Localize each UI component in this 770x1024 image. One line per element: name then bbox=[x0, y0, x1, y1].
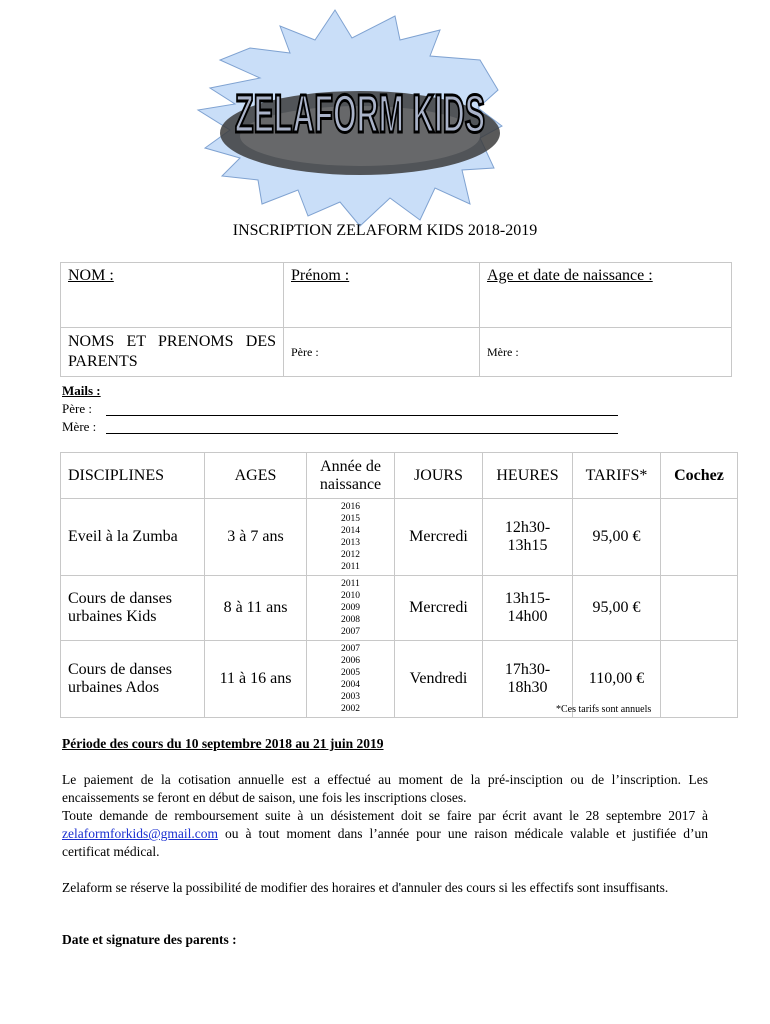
table-row bbox=[61, 499, 738, 576]
payment-text: Le paiement de la cotisation annuelle est a effectué au moment de la pré-insciption ou de l’inscription. Les encaissements se feront en début de saison, une fois les inscriptions closes. bbox=[62, 772, 708, 805]
years-cell: 2011 2010 2009 2008 2007 bbox=[307, 576, 395, 641]
header-tarifs: TARIFS* bbox=[573, 453, 661, 499]
refund-text: Toute demande de remboursement suite à un désistement doit se faire par écrit avant le 28 septembre 2017 à zelaformforkids@gmail.com ou à tout moment dans l’année pour une raison médicale valable et justifiée d’un certificat médical. bbox=[62, 808, 709, 859]
header-annee: Année de naissance bbox=[307, 453, 395, 499]
ages-cell: 8 à 11 ans bbox=[205, 576, 307, 641]
header-jours: JOURS bbox=[395, 453, 483, 499]
heure-cell: 12h30-13h15 bbox=[483, 499, 573, 576]
tarif-cell: 95,00 € bbox=[573, 576, 661, 641]
email-link[interactable]: zelaformforkids@gmail.com bbox=[62, 826, 219, 841]
mail-mere-line[interactable] bbox=[106, 433, 618, 434]
parents-label: NOMS ET PRENOMS DES PARENTS bbox=[61, 328, 284, 377]
ages-cell: 3 à 7 ans bbox=[205, 499, 307, 576]
mails-section bbox=[62, 382, 101, 436]
prenom-label: Prénom : bbox=[291, 267, 350, 284]
jour-cell: Mercredi bbox=[395, 576, 483, 641]
tarif-cell: 110,00 € bbox=[573, 641, 661, 718]
nom-label: NOM : bbox=[68, 267, 114, 284]
cochez-checkbox[interactable] bbox=[661, 576, 738, 641]
logo-text: ZELAFORM KIDS bbox=[235, 84, 485, 144]
years-cell: 2007 2006 2005 2004 2003 2002 bbox=[307, 641, 395, 718]
age-cell[interactable] bbox=[480, 263, 732, 328]
header-disciplines: DISCIPLINES bbox=[61, 453, 205, 499]
jour-cell: Vendredi bbox=[395, 641, 483, 718]
mail-pere-line[interactable] bbox=[106, 415, 618, 416]
header-heures: HEURES bbox=[483, 453, 573, 499]
signature-label: Date et signature des parents : bbox=[62, 932, 237, 947]
tarif-cell: 95,00 € bbox=[573, 499, 661, 576]
pere-cell[interactable]: Père : bbox=[284, 328, 480, 377]
header-ages: AGES bbox=[205, 453, 307, 499]
disciplines-table bbox=[60, 452, 738, 718]
disclaimer-paragraph: Zelaform se réserve la possibilité de modifier des horaires et d'annuler des cours si les effectifs sont insuffisants. bbox=[62, 880, 669, 895]
tarifs-note: *Ces tarifs sont annuels bbox=[556, 704, 652, 715]
zelaform-kids-logo bbox=[180, 8, 540, 228]
header-cochez: Cochez bbox=[661, 453, 738, 499]
ages-cell: 11 à 16 ans bbox=[205, 641, 307, 718]
mere-cell[interactable]: Mère : bbox=[480, 328, 732, 377]
age-label: Age et date de naissance : bbox=[487, 267, 653, 284]
discipline-cell: Cours de danses urbaines Kids bbox=[61, 576, 205, 641]
discipline-cell: Eveil à la Zumba bbox=[61, 499, 205, 576]
heure-cell: 13h15-14h00 bbox=[483, 576, 573, 641]
mail-mere-label: Mère : bbox=[62, 419, 97, 434]
heure-cell: 17h30-18h30 bbox=[483, 641, 573, 718]
period-heading: Période des cours du 10 septembre 2018 au 21 juin 2019 bbox=[62, 736, 384, 751]
discipline-cell: Cours de danses urbaines Ados bbox=[61, 641, 205, 718]
table-row bbox=[61, 576, 738, 641]
jour-cell: Mercredi bbox=[395, 499, 483, 576]
mails-title: Mails : bbox=[62, 383, 101, 398]
document-title: INSCRIPTION ZELAFORM KIDS 2018-2019 bbox=[232, 222, 538, 239]
prenom-cell[interactable] bbox=[284, 263, 480, 328]
payment-paragraph bbox=[62, 771, 708, 861]
years-cell: 2016 2015 2014 2013 2012 2011 bbox=[307, 499, 395, 576]
nom-cell[interactable] bbox=[61, 263, 284, 328]
identity-table bbox=[60, 262, 732, 377]
cochez-checkbox[interactable] bbox=[661, 499, 738, 576]
cochez-checkbox[interactable] bbox=[661, 641, 738, 718]
mail-pere-label: Père : bbox=[62, 401, 92, 416]
